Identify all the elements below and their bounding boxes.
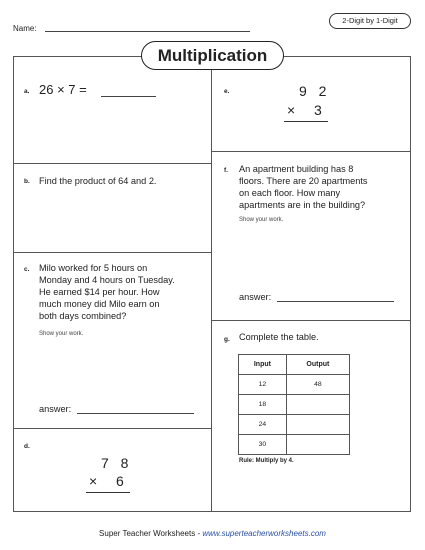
problem-a-answer-line[interactable] [101, 96, 156, 97]
table-header-input: Input [239, 355, 287, 375]
problem-c-label: c. [24, 266, 30, 273]
problem-c-text [39, 262, 209, 322]
footer [0, 529, 425, 538]
problem-c-line: He earned $14 per hour. How [39, 287, 160, 297]
name-field-line[interactable] [45, 31, 250, 32]
problem-c-line: Milo worked for 5 hours on [39, 263, 148, 273]
table-cell-input: 18 [239, 395, 287, 415]
problem-g-text: Complete the table. [239, 332, 319, 342]
table-row [239, 415, 350, 435]
footer-url-link[interactable]: www.superteacherworksheets.com [202, 529, 326, 538]
table-cell-output[interactable] [286, 435, 349, 455]
problem-f-answer-label: answer: [239, 292, 272, 302]
problem-d-label: d. [24, 443, 30, 450]
problem-f-text [239, 163, 409, 211]
problem-c-line: much money did Milo earn on [39, 299, 160, 309]
table-row [239, 375, 350, 395]
problem-c-show-work: Show your work. [39, 331, 84, 337]
problem-g-label: g. [224, 336, 230, 343]
problem-f-line: on each floor. How many [239, 188, 341, 198]
problem-f-show-work: Show your work. [239, 217, 284, 223]
problem-c-answer-line[interactable] [77, 413, 194, 414]
page-title: Multiplication [141, 41, 284, 70]
problem-f-label: f. [224, 167, 228, 174]
table-cell-output[interactable] [286, 395, 349, 415]
problem-a-label: a. [24, 88, 30, 95]
problem-e-answer-rule[interactable] [284, 121, 328, 122]
table-cell-input: 24 [239, 415, 287, 435]
problem-c-answer-label: answer: [39, 404, 72, 414]
problem-f-line: apartments are in the building? [239, 200, 366, 210]
level-badge: 2-Digit by 1-Digit [329, 13, 411, 29]
problem-e-box [211, 56, 411, 152]
problem-e-label: e. [224, 88, 230, 95]
problem-b-text: Find the product of 64 and 2. [39, 176, 157, 186]
table-row [239, 395, 350, 415]
table-cell-output[interactable] [286, 415, 349, 435]
table-cell-output: 48 [286, 375, 349, 395]
table-cell-input: 12 [239, 375, 287, 395]
problem-d-top-number: 7 8 [101, 455, 133, 471]
problem-d-bottom-number: 6 [116, 473, 128, 489]
table-row [239, 435, 350, 455]
table-cell-input: 30 [239, 435, 287, 455]
problem-d-answer-rule[interactable] [86, 492, 130, 493]
problem-f-answer-line[interactable] [277, 301, 394, 302]
function-table [238, 354, 350, 455]
problem-e-bottom-number: 3 [314, 102, 326, 118]
problem-a-expression: 26 × 7 = [39, 82, 87, 97]
problem-e-top-number: 9 2 [299, 83, 331, 99]
problem-f-line: floors. There are 20 apartments [239, 176, 368, 186]
footer-credit: Super Teacher Worksheets - [99, 529, 203, 538]
problem-c-line: Monday and 4 hours on Tuesday. [39, 275, 175, 285]
table-header-output: Output [286, 355, 349, 375]
problem-b-label: b. [24, 178, 30, 185]
problem-c-line: both days combined? [39, 311, 127, 321]
problem-e-times-sign: × [287, 102, 300, 118]
table-rule: Rule: Multiply by 4. [239, 458, 294, 464]
problem-d-times-sign: × [89, 473, 102, 489]
name-label: Name: [13, 24, 37, 33]
problem-a-box [13, 56, 212, 164]
problem-f-line: An apartment building has 8 [239, 164, 354, 174]
